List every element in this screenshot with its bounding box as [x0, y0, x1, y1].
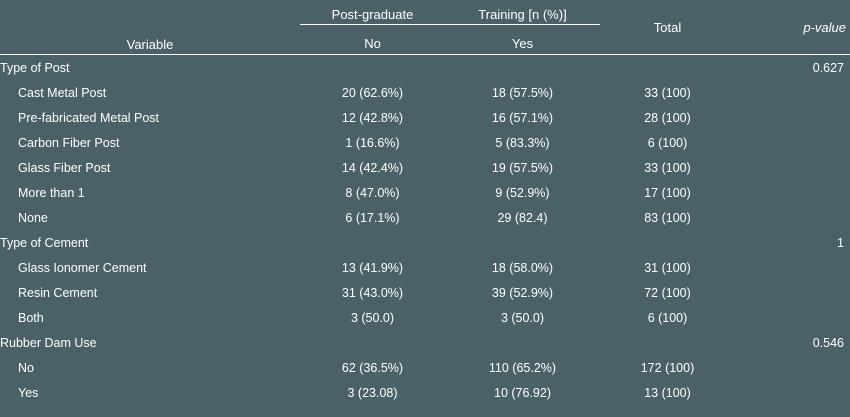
- row-value-yes: 16 (57.1%): [491, 110, 554, 125]
- row-value-no: [300, 330, 445, 355]
- row-variable-label: Resin Cement: [18, 285, 98, 300]
- row-value-pvalue: 0.627: [812, 60, 844, 75]
- row-value-yes: 18 (57.5%): [491, 85, 554, 100]
- table-row: [0, 155, 850, 180]
- row-variable-label: None: [18, 210, 48, 225]
- row-value-pvalue: [735, 255, 850, 280]
- row-value-total: 33 (100): [644, 85, 691, 100]
- row-value-yes: [445, 230, 600, 255]
- row-value-pvalue: [735, 155, 850, 180]
- row-value-pvalue: 0.546: [812, 335, 844, 350]
- table-row: [0, 280, 850, 305]
- table-row: [0, 305, 850, 330]
- row-variable-label: Pre-fabricated Metal Post: [18, 110, 160, 125]
- row-section-label: Type of Cement: [0, 235, 89, 250]
- table-row: [0, 380, 850, 405]
- row-value-total: 172 (100): [640, 360, 695, 375]
- row-value-yes: [445, 55, 600, 81]
- table-row: [0, 105, 850, 130]
- row-section-label: Rubber Dam Use: [0, 335, 97, 350]
- row-value-pvalue: [735, 80, 850, 105]
- header-pvalue: p-value: [803, 19, 846, 35]
- row-value-total: 6 (100): [647, 135, 688, 150]
- table-row: [0, 355, 850, 380]
- row-variable-label: Glass Fiber Post: [18, 160, 111, 175]
- row-value-no: 1 (16.6%): [345, 135, 400, 150]
- row-variable-label: Yes: [18, 385, 39, 400]
- table-body: [0, 55, 850, 406]
- row-value-yes: 3 (50.0): [500, 310, 545, 325]
- header-total: Total: [653, 19, 682, 35]
- row-value-total: 72 (100): [644, 285, 691, 300]
- row-value-total: 17 (100): [644, 185, 691, 200]
- table-row: [0, 130, 850, 155]
- row-value-pvalue: 1: [837, 235, 844, 250]
- header-training: Training [n (%)]: [445, 0, 600, 25]
- row-value-pvalue: [735, 130, 850, 155]
- row-value-pvalue: [735, 280, 850, 305]
- row-value-no: 20 (62.6%): [341, 85, 404, 100]
- row-value-total: [600, 330, 735, 355]
- table-row: [0, 80, 850, 105]
- table-row: [0, 255, 850, 280]
- row-value-pvalue: [735, 180, 850, 205]
- row-value-total: [600, 230, 735, 255]
- row-value-no: [300, 55, 445, 81]
- row-value-yes: [445, 330, 600, 355]
- row-variable-label: Cast Metal Post: [18, 85, 107, 100]
- row-value-pvalue: [735, 205, 850, 230]
- row-value-total: [600, 55, 735, 81]
- row-value-pvalue: [735, 105, 850, 130]
- row-variable-label: Glass Ionomer Cement: [18, 260, 147, 275]
- row-value-pvalue: [735, 305, 850, 330]
- row-value-pvalue: [735, 355, 850, 380]
- row-value-pvalue: [735, 380, 850, 405]
- row-value-no: 12 (42.8%): [341, 110, 404, 125]
- row-value-no: 31 (43.0%): [341, 285, 404, 300]
- table-row: [0, 55, 850, 81]
- row-value-no: 14 (42.4%): [341, 160, 404, 175]
- header-group-row: [0, 0, 850, 25]
- row-value-no: 6 (17.1%): [345, 210, 400, 225]
- header-sub-no: No: [364, 36, 381, 51]
- row-value-total: 28 (100): [644, 110, 691, 125]
- row-value-total: 31 (100): [644, 260, 691, 275]
- row-value-yes: 5 (83.3%): [495, 135, 550, 150]
- row-value-no: [300, 230, 445, 255]
- row-value-total: 83 (100): [644, 210, 691, 225]
- row-value-total: 13 (100): [644, 385, 691, 400]
- row-value-yes: 110 (65.2%): [488, 360, 557, 375]
- table-row: [0, 330, 850, 355]
- row-value-yes: 18 (58.0%): [491, 260, 554, 275]
- row-variable-label: More than 1: [18, 185, 85, 200]
- table-row: [0, 205, 850, 230]
- table-row: [0, 180, 850, 205]
- row-value-no: 8 (47.0%): [345, 185, 400, 200]
- row-value-total: 33 (100): [644, 160, 691, 175]
- table-row: [0, 230, 850, 255]
- row-variable-label: Carbon Fiber Post: [18, 135, 120, 150]
- row-value-no: 13 (41.9%): [341, 260, 404, 275]
- header-sub-yes: Yes: [511, 36, 534, 51]
- header-postgraduate: Post-graduate: [300, 0, 445, 25]
- row-value-yes: 19 (57.5%): [491, 160, 554, 175]
- row-section-label: Type of Post: [0, 60, 70, 75]
- row-variable-label: No: [18, 360, 34, 375]
- row-value-yes: 39 (52.9%): [491, 285, 554, 300]
- row-value-total: 6 (100): [647, 310, 688, 325]
- table-head: [0, 0, 850, 55]
- row-value-no: 62 (36.5%): [341, 360, 404, 375]
- row-value-yes: 9 (52.9%): [495, 185, 550, 200]
- row-value-yes: 10 (76.92): [494, 385, 551, 400]
- header-variable: Variable: [126, 37, 174, 52]
- row-value-no: 3 (50.0): [350, 310, 395, 325]
- row-variable-label: Both: [18, 310, 44, 325]
- row-value-yes: 29 (82.4): [497, 210, 548, 225]
- row-value-no: 3 (23.08): [347, 385, 398, 400]
